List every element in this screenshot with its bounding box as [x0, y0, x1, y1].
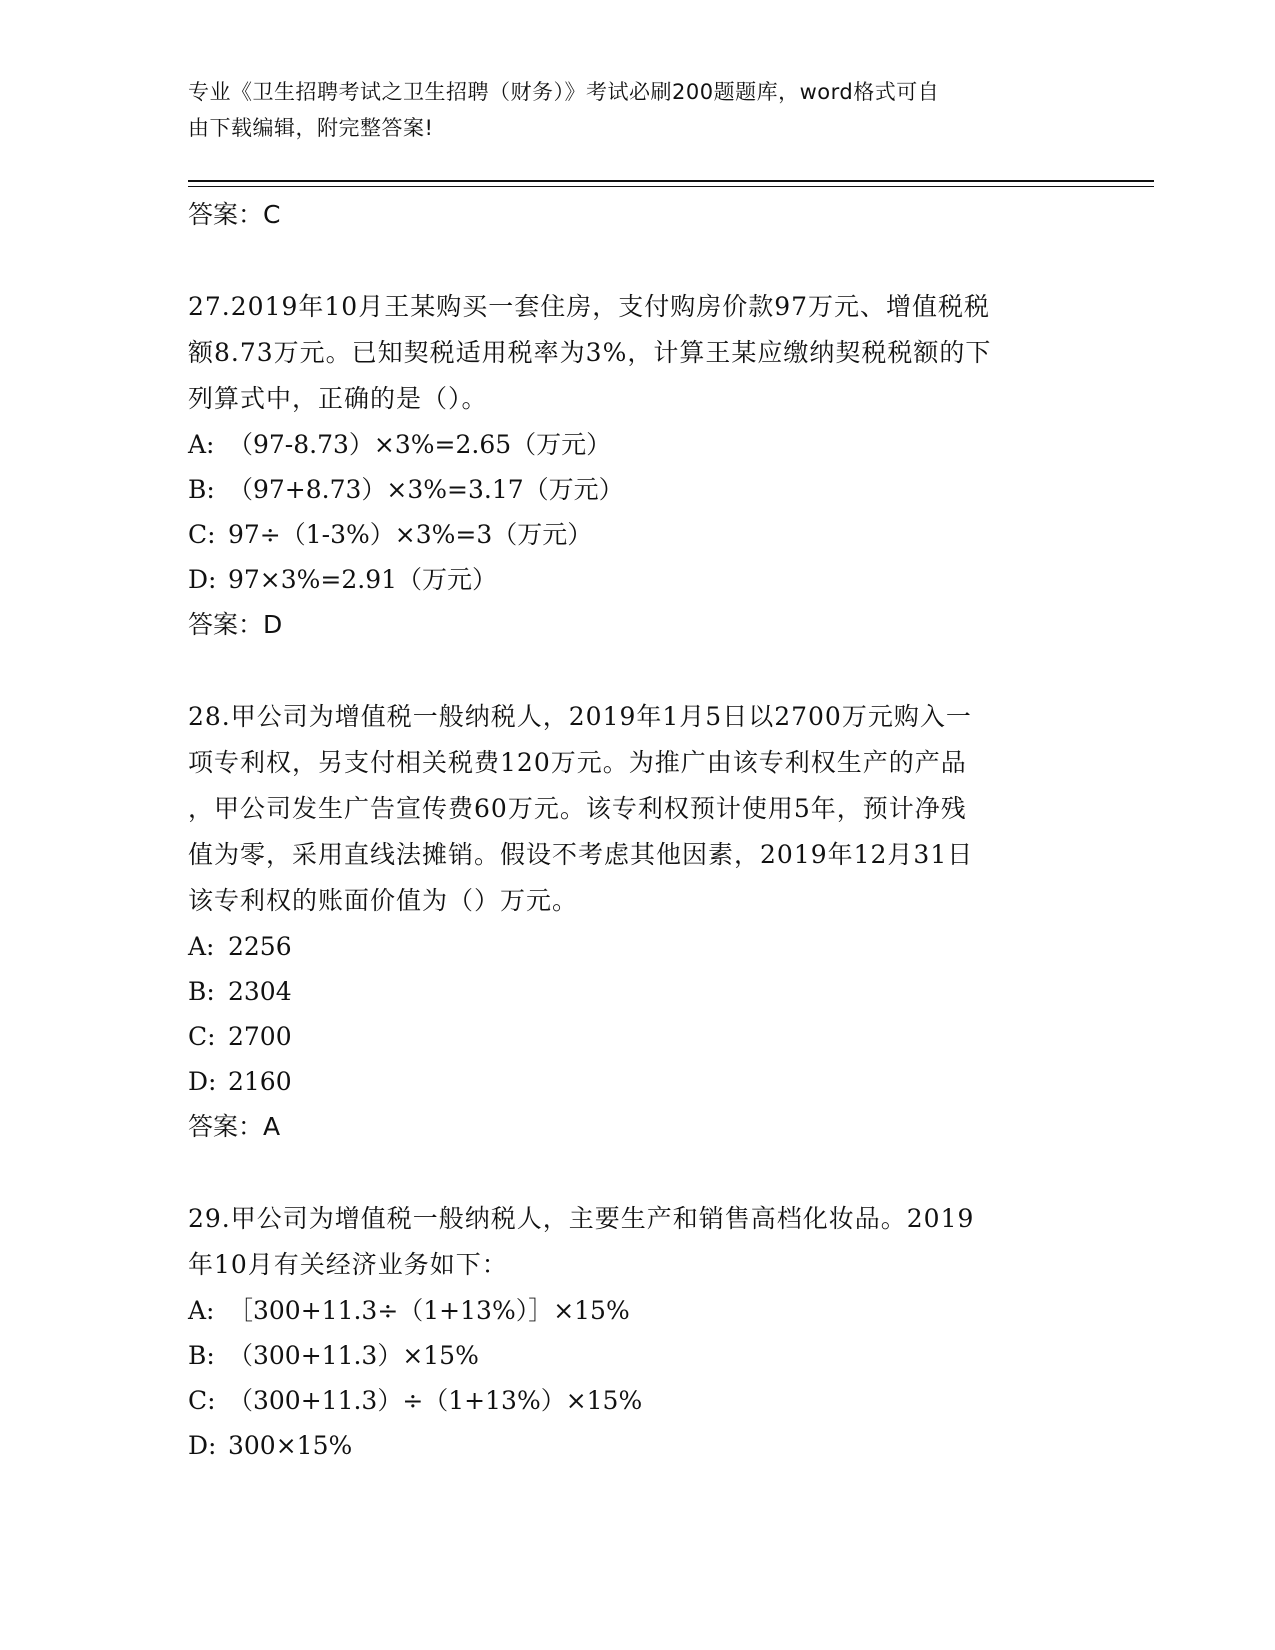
option-b — [188, 969, 1088, 1014]
option-b — [188, 467, 1088, 512]
header-line-1: 专业《卫生招聘考试之卫生招聘（财务）》考试必刷200题题库，word格式可自 — [188, 80, 940, 104]
stem-line: 该专利权的账面价值为（）万元。 — [188, 886, 579, 915]
option-c — [188, 1378, 1088, 1423]
stem-line: 28.甲公司为增值税一般纳税人，2019年1月5日以2700万元购入一 — [188, 702, 972, 731]
question-stem — [188, 694, 1088, 924]
option-letter: D: — [188, 1431, 217, 1460]
header-rule-thin — [188, 186, 1154, 187]
answer-label: 答案：D — [188, 610, 283, 639]
option-text: 2304 — [228, 977, 292, 1006]
option-letter: B: — [188, 1341, 215, 1370]
option-a — [188, 924, 1088, 969]
option-letter: D: — [188, 565, 217, 594]
option-letter: C: — [188, 520, 216, 549]
stem-line: 值为零，采用直线法摊销。假设不考虑其他因素，2019年12月31日 — [188, 840, 974, 869]
option-letter: A: — [188, 430, 215, 459]
option-a — [188, 422, 1088, 467]
spacer — [188, 648, 1088, 694]
option-letter: C: — [188, 1386, 216, 1415]
stem-line: 额8.73万元。已知契税适用税率为3%，计算王某应缴纳契税税额的下 — [188, 338, 992, 367]
stem-line: 年10月有关经济业务如下： — [188, 1250, 508, 1279]
option-text: 2700 — [228, 1022, 292, 1051]
option-b — [188, 1333, 1088, 1378]
option-text: （300+11.3）×15% — [228, 1341, 479, 1370]
option-text: 2256 — [228, 932, 292, 961]
option-letter: D: — [188, 1067, 217, 1096]
page-header — [188, 74, 1088, 146]
question-list — [188, 192, 1088, 1468]
option-d — [188, 1059, 1088, 1104]
spacer — [188, 238, 1088, 284]
option-text: 97×3%=2.91（万元） — [228, 565, 498, 594]
option-text: （97-8.73）×3%=2.65（万元） — [228, 430, 612, 459]
question-stem — [188, 1196, 1088, 1288]
stem-line: ，甲公司发生广告宣传费60万元。该专利权预计使用5年，预计净残 — [188, 794, 967, 823]
previous-answer: 答案：C — [188, 200, 281, 229]
option-text: （97+8.73）×3%=3.17（万元） — [228, 475, 624, 504]
stem-line: 列算式中，正确的是（）。 — [188, 384, 488, 413]
question-stem — [188, 284, 1088, 422]
question-28 — [188, 694, 1088, 1150]
option-letter: C: — [188, 1022, 216, 1051]
option-text: 97÷（1-3%）×3%=3（万元） — [228, 520, 593, 549]
option-c — [188, 1014, 1088, 1059]
stem-line: 项专利权，另支付相关税费120万元。为推广由该专利权生产的产品 — [188, 748, 967, 777]
option-text: 2160 — [228, 1067, 292, 1096]
question-27 — [188, 284, 1088, 648]
option-a — [188, 1288, 1088, 1333]
option-d — [188, 1423, 1088, 1468]
option-text: ［300+11.3÷（1+13%）］×15% — [228, 1296, 630, 1325]
answer-label: 答案：A — [188, 1112, 281, 1141]
option-c — [188, 512, 1088, 557]
option-letter: B: — [188, 475, 215, 504]
option-text: （300+11.3）÷（1+13%）×15% — [228, 1386, 643, 1415]
stem-line: 27.2019年10月王某购买一套住房，支付购房价款97万元、增值税税 — [188, 292, 991, 321]
header-rule-thick — [188, 180, 1154, 182]
option-letter: A: — [188, 1296, 215, 1325]
option-d — [188, 557, 1088, 602]
option-letter: A: — [188, 932, 215, 961]
question-29 — [188, 1196, 1088, 1468]
stem-line: 29.甲公司为增值税一般纳税人，主要生产和销售高档化妆品。2019 — [188, 1204, 975, 1233]
header-line-2: 由下载编辑，附完整答案! — [188, 116, 434, 140]
option-letter: B: — [188, 977, 215, 1006]
spacer — [188, 1150, 1088, 1196]
option-text: 300×15% — [228, 1431, 353, 1460]
